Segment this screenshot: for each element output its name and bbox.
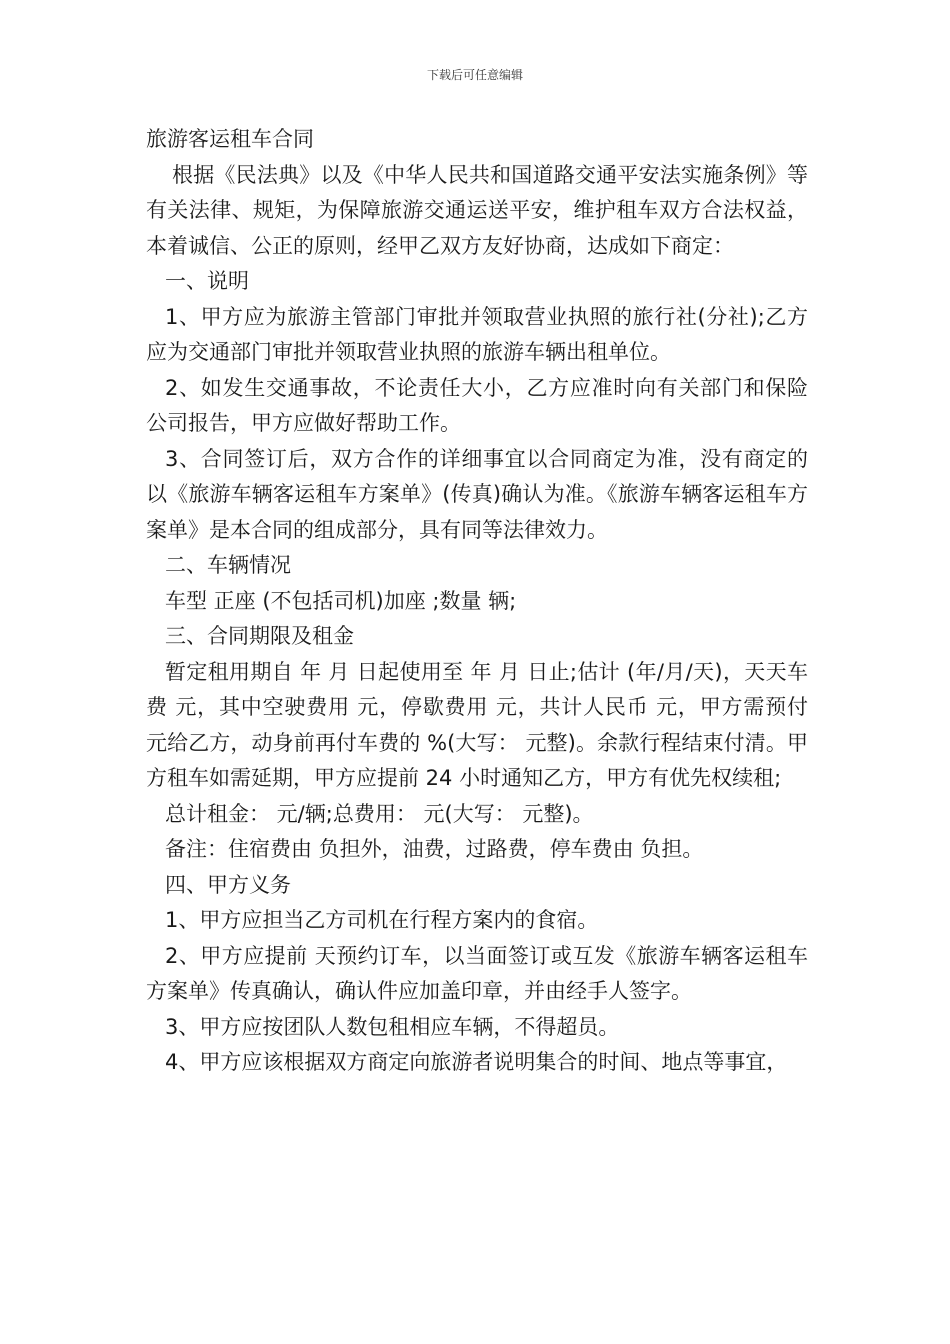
section-heading-4: 四、甲方义务	[165, 872, 291, 897]
clause-paragraph: 3、甲方应按团队人数包租相应车辆，不得超员。	[165, 1014, 620, 1039]
clause-paragraph: 暂定租用期自 年 月 日起使用至 年 月 日止;估计 (年/月/天)，天天车费 元，其中空驶费用 元，停歇费用 元，共计人民币 元，甲方需预付 元给乙方，动身前再付车费的 %(大写： 元整)。余款行程结束付清。甲方租车如需延期，甲方应提前 24 小时通知乙方，甲方有优先权续租;	[146, 659, 808, 790]
section-heading-2: 二、车辆情况	[165, 553, 291, 577]
clause-paragraph: 1、甲方应担当乙方司机在行程方案内的食宿。	[165, 908, 599, 932]
document-body	[146, 122, 808, 1081]
clause-paragraph: 2、如发生交通事故，不论责任大小，乙方应准时向有关部门和保险公司报告，甲方应做好帮助工作。	[146, 375, 808, 435]
clause-paragraph: 备注：住宿费由 负担外，油费，过路费，停车费由 负担。	[165, 837, 704, 861]
clause-paragraph: 3、合同签订后，双方合作的详细事宜以合同商定为准，没有商定的以《旅游车辆客运租车方案单》(传真)确认为准。《旅游车辆客运租车方案单》是本合同的组成部分，具有同等法律效力。	[146, 446, 808, 542]
clause-paragraph: 2、甲方应提前 天预约订车，以当面签订或互发《旅游车辆客运租车方案单》传真确认，确认件应加盖印章，并由经手人签字。	[146, 943, 808, 1003]
page-header-note: 下载后可任意编辑	[426, 68, 523, 82]
document-title: 旅游客运租车合同	[146, 127, 314, 151]
intro-paragraph: 根据《民法典》以及《中华人民共和国道路交通平安法实施条例》等有关法律、规矩，为保障旅游交通运送平安，维护租车双方合法权益，本着诚信、公正的原则，经甲乙双方友好协商，达成如下商定：	[146, 162, 808, 258]
clause-paragraph: 总计租金： 元/辆;总费用： 元(大写： 元整)。	[165, 801, 594, 826]
section-heading-3: 三、合同期限及租金	[165, 624, 354, 648]
section-heading-1: 一、说明	[165, 269, 249, 293]
clause-paragraph: 4、甲方应该根据双方商定向旅游者说明集合的时间、地点等事宜，	[165, 1050, 788, 1074]
clause-paragraph: 1、甲方应为旅游主管部门审批并领取营业执照的旅行社(分社);乙方应为交通部门审批并领取营业执照的旅游车辆出租单位。	[146, 304, 808, 364]
clause-paragraph: 车型 正座 (不包括司机)加座 ;数量 辆;	[165, 588, 517, 613]
